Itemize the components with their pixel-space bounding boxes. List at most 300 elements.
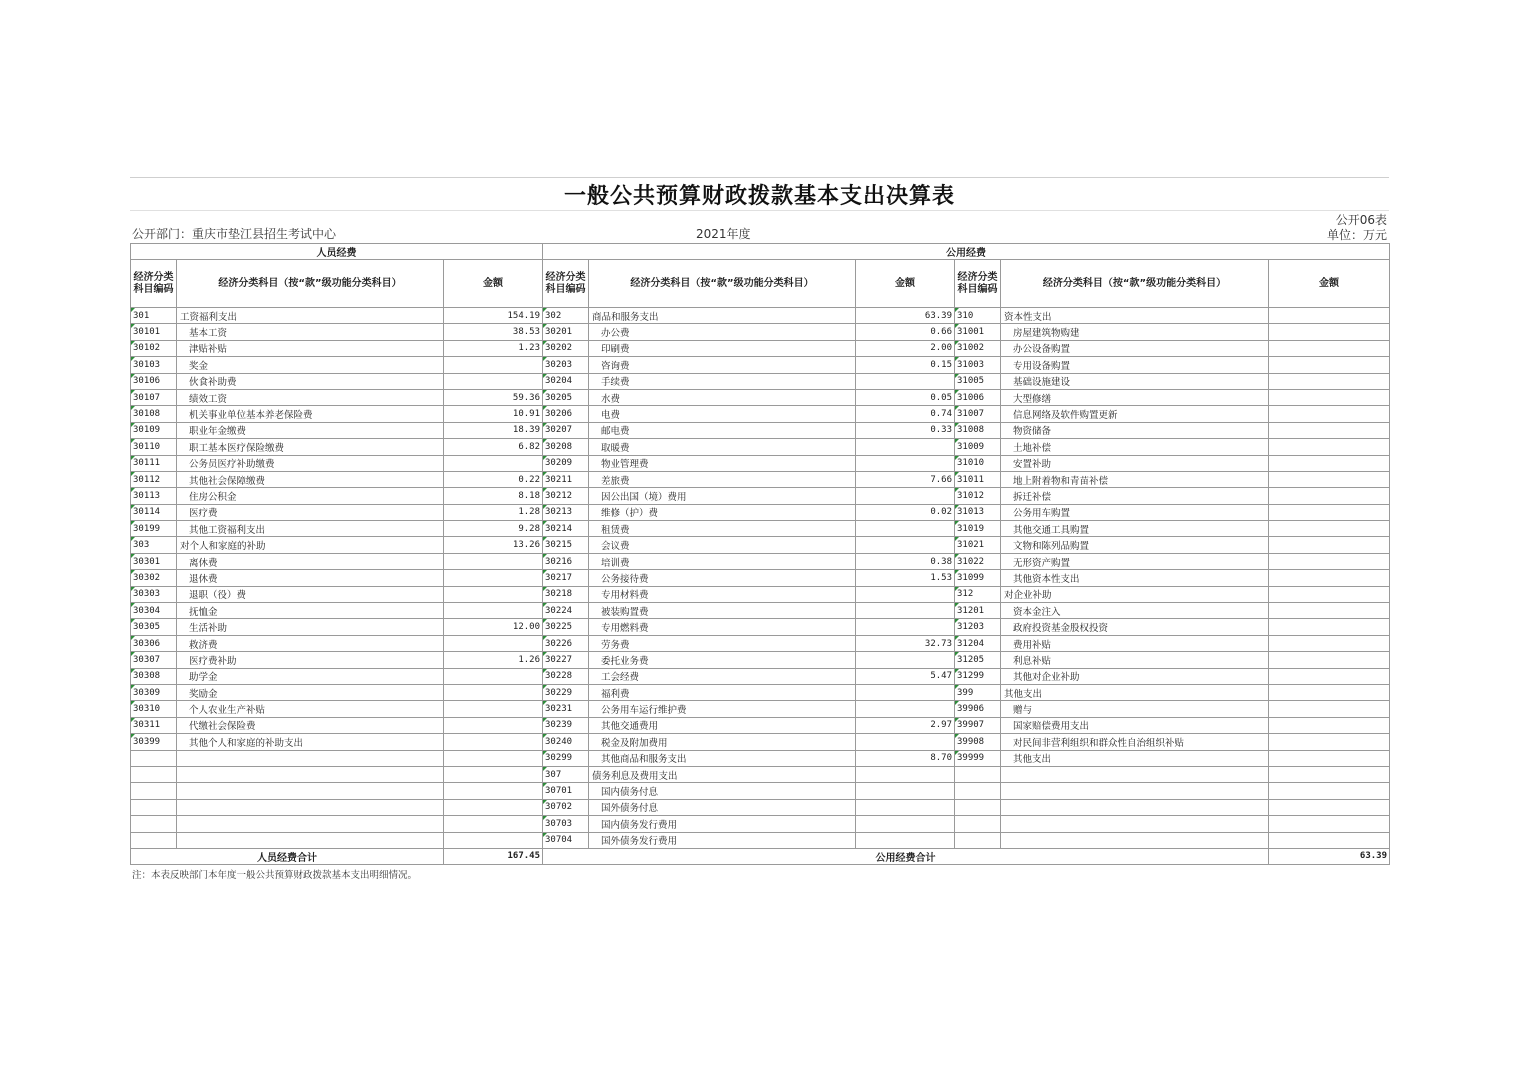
- code-cell: 39908: [955, 734, 1001, 750]
- code-cell: 30227: [543, 652, 589, 668]
- table-row: [131, 389, 1390, 405]
- code-cell: 30102: [131, 340, 177, 356]
- code-cell: 30110: [131, 439, 177, 455]
- amount-cell: [1269, 471, 1390, 487]
- name-cell: 职业年金缴费: [177, 422, 444, 438]
- name-cell: 对民间非营利组织和群众性自治组织补贴: [1001, 734, 1269, 750]
- code-cell: 30229: [543, 684, 589, 700]
- code-cell: 310: [955, 308, 1001, 324]
- name-cell: 公务员医疗补助缴费: [177, 455, 444, 471]
- amount-cell: [1269, 422, 1390, 438]
- col-code-3: 经济分类科目编码: [955, 260, 1001, 308]
- name-cell: 机关事业单位基本养老保险费: [177, 406, 444, 422]
- amount-cell: [444, 553, 543, 569]
- title-row: [130, 177, 1389, 210]
- section-public: 公用经费: [543, 244, 1390, 260]
- code-cell: 31006: [955, 389, 1001, 405]
- code-cell: 30107: [131, 389, 177, 405]
- name-cell: 其他工资福利支出: [177, 521, 444, 537]
- code-cell: 30218: [543, 586, 589, 602]
- code-cell: 30202: [543, 340, 589, 356]
- name-cell: [177, 816, 444, 832]
- name-cell: 退休费: [177, 570, 444, 586]
- amount-cell: 59.36: [444, 389, 543, 405]
- table-row: [131, 701, 1390, 717]
- name-cell: 离休费: [177, 553, 444, 569]
- code-cell: 30306: [131, 635, 177, 651]
- name-cell: 工会经费: [589, 668, 856, 684]
- code-cell: 31003: [955, 357, 1001, 373]
- amount-cell: [444, 701, 543, 717]
- name-cell: 国外债务付息: [589, 799, 856, 815]
- name-cell: 安置补助: [1001, 455, 1269, 471]
- amount-cell: 8.18: [444, 488, 543, 504]
- name-cell: 会议费: [589, 537, 856, 553]
- col-name-3: 经济分类科目（按“款”级功能分类科目）: [1001, 260, 1269, 308]
- code-cell: 30307: [131, 652, 177, 668]
- name-cell: 代缴社会保险费: [177, 717, 444, 733]
- amount-cell: [856, 832, 955, 848]
- code-cell: 30109: [131, 422, 177, 438]
- code-cell: 30103: [131, 357, 177, 373]
- name-cell: 赠与: [1001, 701, 1269, 717]
- name-cell: 公务用车购置: [1001, 504, 1269, 520]
- table-row: [131, 832, 1390, 848]
- amount-cell: [856, 816, 955, 832]
- amount-cell: [444, 750, 543, 766]
- name-cell: 咨询费: [589, 357, 856, 373]
- amount-cell: [856, 373, 955, 389]
- name-cell: 国内债务发行费用: [589, 816, 856, 832]
- code-cell: [955, 832, 1001, 848]
- code-cell: 31009: [955, 439, 1001, 455]
- amount-cell: [1269, 340, 1390, 356]
- table-row: [131, 504, 1390, 520]
- amount-cell: [1269, 553, 1390, 569]
- amount-cell: [444, 603, 543, 619]
- code-cell: 30206: [543, 406, 589, 422]
- col-code-2: 经济分类科目编码: [543, 260, 589, 308]
- code-cell: 31021: [955, 537, 1001, 553]
- name-cell: 大型修缮: [1001, 389, 1269, 405]
- name-cell: 政府投资基金股权投资: [1001, 619, 1269, 635]
- table-row: [131, 324, 1390, 340]
- amount-cell: 2.97: [856, 717, 955, 733]
- name-cell: 专用设备购置: [1001, 357, 1269, 373]
- table-body: [131, 308, 1390, 849]
- code-cell: 31001: [955, 324, 1001, 340]
- code-cell: 30114: [131, 504, 177, 520]
- table-row: [131, 635, 1390, 651]
- amount-cell: [1269, 406, 1390, 422]
- code-cell: 30308: [131, 668, 177, 684]
- amount-cell: [444, 586, 543, 602]
- amount-cell: [1269, 734, 1390, 750]
- code-cell: 312: [955, 586, 1001, 602]
- name-cell: 其他社会保障缴费: [177, 471, 444, 487]
- name-cell: 其他支出: [1001, 750, 1269, 766]
- amount-cell: [1269, 373, 1390, 389]
- code-cell: [131, 799, 177, 815]
- name-cell: 物业管理费: [589, 455, 856, 471]
- name-cell: [1001, 832, 1269, 848]
- code-cell: 30301: [131, 553, 177, 569]
- code-cell: 30204: [543, 373, 589, 389]
- code-cell: 30239: [543, 717, 589, 733]
- name-cell: 对个人和家庭的补助: [177, 537, 444, 553]
- code-cell: 39907: [955, 717, 1001, 733]
- table-row: [131, 652, 1390, 668]
- name-cell: 绩效工资: [177, 389, 444, 405]
- name-cell: 奖金: [177, 357, 444, 373]
- name-cell: 劳务费: [589, 635, 856, 651]
- code-cell: 31205: [955, 652, 1001, 668]
- name-cell: [177, 766, 444, 782]
- name-cell: 租赁费: [589, 521, 856, 537]
- table-row: [131, 717, 1390, 733]
- amount-cell: [444, 455, 543, 471]
- amount-cell: 38.53: [444, 324, 543, 340]
- name-cell: 无形资产购置: [1001, 553, 1269, 569]
- name-cell: 手续费: [589, 373, 856, 389]
- name-cell: 国内债务付息: [589, 783, 856, 799]
- code-cell: 30112: [131, 471, 177, 487]
- table-row: [131, 684, 1390, 700]
- amount-cell: [856, 586, 955, 602]
- amount-cell: [856, 652, 955, 668]
- code-cell: 31013: [955, 504, 1001, 520]
- name-cell: [1001, 783, 1269, 799]
- year-label: 2021年度: [696, 227, 751, 241]
- amount-cell: [444, 717, 543, 733]
- table-row: [131, 603, 1390, 619]
- name-cell: [177, 799, 444, 815]
- code-cell: 30113: [131, 488, 177, 504]
- amount-cell: [856, 537, 955, 553]
- name-cell: 其他个人和家庭的补助支出: [177, 734, 444, 750]
- amount-cell: [1269, 652, 1390, 668]
- name-cell: 医疗费补助: [177, 652, 444, 668]
- name-cell: 印刷费: [589, 340, 856, 356]
- name-cell: 公务接待费: [589, 570, 856, 586]
- amount-cell: 5.47: [856, 668, 955, 684]
- amount-cell: [1269, 521, 1390, 537]
- table-row: [131, 439, 1390, 455]
- name-cell: 其他对企业补助: [1001, 668, 1269, 684]
- amount-cell: [1269, 783, 1390, 799]
- code-cell: 30303: [131, 586, 177, 602]
- amount-cell: [1269, 717, 1390, 733]
- code-cell: 30214: [543, 521, 589, 537]
- name-cell: 基本工资: [177, 324, 444, 340]
- form-number: 公开06表: [1335, 213, 1387, 227]
- name-cell: 个人农业生产补贴: [177, 701, 444, 717]
- table-row: [131, 799, 1390, 815]
- total-personnel-amount: 167.45: [444, 848, 543, 864]
- name-cell: 利息补贴: [1001, 652, 1269, 668]
- name-cell: 地上附着物和青苗补偿: [1001, 471, 1269, 487]
- name-cell: 拆迁补偿: [1001, 488, 1269, 504]
- code-cell: [955, 766, 1001, 782]
- code-cell: 30199: [131, 521, 177, 537]
- name-cell: 邮电费: [589, 422, 856, 438]
- amount-cell: [1269, 635, 1390, 651]
- name-cell: 基础设施建设: [1001, 373, 1269, 389]
- code-cell: 31008: [955, 422, 1001, 438]
- table-row: [131, 766, 1390, 782]
- table-row: [131, 406, 1390, 422]
- amount-cell: 0.33: [856, 422, 955, 438]
- name-cell: 国外债务发行费用: [589, 832, 856, 848]
- amount-cell: [444, 684, 543, 700]
- table-row: [131, 750, 1390, 766]
- table-row: [131, 668, 1390, 684]
- name-cell: 房屋建筑物购建: [1001, 324, 1269, 340]
- name-cell: 取暖费: [589, 439, 856, 455]
- name-cell: 救济费: [177, 635, 444, 651]
- table-row: [131, 422, 1390, 438]
- table-row: [131, 537, 1390, 553]
- name-cell: 福利费: [589, 684, 856, 700]
- department-label: 公开部门：重庆市垫江县招生考试中心: [132, 227, 337, 241]
- name-cell: 办公费: [589, 324, 856, 340]
- table-row: [131, 570, 1390, 586]
- name-cell: 其他交通费用: [589, 717, 856, 733]
- table-row: [131, 619, 1390, 635]
- code-cell: 30304: [131, 603, 177, 619]
- name-cell: 商品和服务支出: [589, 308, 856, 324]
- amount-cell: [856, 684, 955, 700]
- amount-cell: 8.70: [856, 750, 955, 766]
- name-cell: 水费: [589, 389, 856, 405]
- amount-cell: [856, 701, 955, 717]
- code-cell: 30106: [131, 373, 177, 389]
- code-cell: [955, 799, 1001, 815]
- amount-cell: [1269, 684, 1390, 700]
- code-cell: 31010: [955, 455, 1001, 471]
- name-cell: 资本金注入: [1001, 603, 1269, 619]
- amount-cell: [1269, 504, 1390, 520]
- amount-cell: [1269, 586, 1390, 602]
- code-cell: 30203: [543, 357, 589, 373]
- code-cell: 30302: [131, 570, 177, 586]
- name-cell: 津贴补贴: [177, 340, 444, 356]
- meta-right: [1327, 213, 1387, 243]
- name-cell: 委托业务费: [589, 652, 856, 668]
- table-row: [131, 553, 1390, 569]
- amount-cell: 13.26: [444, 537, 543, 553]
- code-cell: 31203: [955, 619, 1001, 635]
- amount-cell: 9.28: [444, 521, 543, 537]
- amount-cell: 12.00: [444, 619, 543, 635]
- code-cell: 30213: [543, 504, 589, 520]
- code-cell: 31019: [955, 521, 1001, 537]
- total-public-amount: 63.39: [1269, 848, 1390, 864]
- name-cell: 奖励金: [177, 684, 444, 700]
- code-cell: 39999: [955, 750, 1001, 766]
- name-cell: 专用燃料费: [589, 619, 856, 635]
- code-cell: 31201: [955, 603, 1001, 619]
- code-cell: 30310: [131, 701, 177, 717]
- amount-cell: 10.91: [444, 406, 543, 422]
- code-cell: 30701: [543, 783, 589, 799]
- name-cell: 公务用车运行维护费: [589, 701, 856, 717]
- code-cell: [131, 783, 177, 799]
- name-cell: 专用材料费: [589, 586, 856, 602]
- name-cell: 资本性支出: [1001, 308, 1269, 324]
- code-cell: 307: [543, 766, 589, 782]
- amount-cell: [444, 635, 543, 651]
- code-cell: 31005: [955, 373, 1001, 389]
- name-cell: 抚恤金: [177, 603, 444, 619]
- name-cell: 其他商品和服务支出: [589, 750, 856, 766]
- table-row: [131, 488, 1390, 504]
- table-row: [131, 783, 1390, 799]
- code-cell: 30702: [543, 799, 589, 815]
- amount-cell: [1269, 832, 1390, 848]
- amount-cell: [1269, 324, 1390, 340]
- code-cell: 30224: [543, 603, 589, 619]
- code-cell: 30201: [543, 324, 589, 340]
- total-public-label: 公用经费合计: [543, 848, 1269, 864]
- name-cell: 因公出国（境）费用: [589, 488, 856, 504]
- amount-cell: 154.19: [444, 308, 543, 324]
- name-cell: [1001, 766, 1269, 782]
- code-cell: [955, 816, 1001, 832]
- code-cell: 303: [131, 537, 177, 553]
- code-cell: 31299: [955, 668, 1001, 684]
- amount-cell: [856, 521, 955, 537]
- name-cell: [1001, 799, 1269, 815]
- amount-cell: [444, 734, 543, 750]
- amount-cell: 0.02: [856, 504, 955, 520]
- col-name-1: 经济分类科目（按“款”级功能分类科目）: [177, 260, 444, 308]
- amount-cell: [1269, 799, 1390, 815]
- code-cell: 30305: [131, 619, 177, 635]
- amount-cell: 1.28: [444, 504, 543, 520]
- code-cell: [131, 816, 177, 832]
- table-row: [131, 471, 1390, 487]
- table-row: [131, 308, 1390, 324]
- amount-cell: 18.39: [444, 422, 543, 438]
- code-cell: [131, 832, 177, 848]
- amount-cell: 0.66: [856, 324, 955, 340]
- total-personnel-label: 人员经费合计: [131, 848, 444, 864]
- amount-cell: [856, 783, 955, 799]
- name-cell: [1001, 816, 1269, 832]
- name-cell: 其他资本性支出: [1001, 570, 1269, 586]
- amount-cell: [444, 357, 543, 373]
- code-cell: 30217: [543, 570, 589, 586]
- name-cell: 文物和陈列品购置: [1001, 537, 1269, 553]
- unit-label: 单位：万元: [1326, 228, 1387, 242]
- table-row: [131, 521, 1390, 537]
- amount-cell: [856, 455, 955, 471]
- code-cell: 30111: [131, 455, 177, 471]
- amount-cell: [1269, 439, 1390, 455]
- name-cell: 费用补贴: [1001, 635, 1269, 651]
- amount-cell: 6.82: [444, 439, 543, 455]
- amount-cell: [444, 570, 543, 586]
- col-amount-2: 金额: [856, 260, 955, 308]
- name-cell: 办公设备购置: [1001, 340, 1269, 356]
- name-cell: 伙食补助费: [177, 373, 444, 389]
- name-cell: 培训费: [589, 553, 856, 569]
- amount-cell: [856, 439, 955, 455]
- name-cell: 物资储备: [1001, 422, 1269, 438]
- code-cell: 31007: [955, 406, 1001, 422]
- code-cell: 39906: [955, 701, 1001, 717]
- amount-cell: [444, 832, 543, 848]
- code-cell: 301: [131, 308, 177, 324]
- name-cell: 差旅费: [589, 471, 856, 487]
- code-cell: 31099: [955, 570, 1001, 586]
- code-cell: 30207: [543, 422, 589, 438]
- code-cell: 30228: [543, 668, 589, 684]
- amount-cell: 63.39: [856, 308, 955, 324]
- footnote: 注：本表反映部门本年度一般公共预算财政拨款基本支出明细情况。: [132, 869, 418, 881]
- code-cell: 399: [955, 684, 1001, 700]
- amount-cell: 0.15: [856, 357, 955, 373]
- section-personnel: 人员经费: [131, 244, 543, 260]
- col-amount-1: 金额: [444, 260, 543, 308]
- col-code-1: 经济分类科目编码: [131, 260, 177, 308]
- amount-cell: 0.74: [856, 406, 955, 422]
- amount-cell: [1269, 389, 1390, 405]
- amount-cell: [1269, 570, 1390, 586]
- table-row: [131, 455, 1390, 471]
- name-cell: 国家赔偿费用支出: [1001, 717, 1269, 733]
- amount-cell: [444, 799, 543, 815]
- code-cell: 31204: [955, 635, 1001, 651]
- amount-cell: [1269, 603, 1390, 619]
- code-cell: 30108: [131, 406, 177, 422]
- table-row: [131, 586, 1390, 602]
- name-cell: 职工基本医疗保险缴费: [177, 439, 444, 455]
- name-cell: 土地补偿: [1001, 439, 1269, 455]
- code-cell: 30226: [543, 635, 589, 651]
- name-cell: 被装购置费: [589, 603, 856, 619]
- code-cell: 302: [543, 308, 589, 324]
- col-amount-3: 金额: [1269, 260, 1390, 308]
- code-cell: [955, 783, 1001, 799]
- code-cell: [131, 750, 177, 766]
- amount-cell: 32.73: [856, 635, 955, 651]
- name-cell: [177, 750, 444, 766]
- name-cell: 助学金: [177, 668, 444, 684]
- code-cell: 31022: [955, 553, 1001, 569]
- table-row: [131, 340, 1390, 356]
- amount-cell: [444, 783, 543, 799]
- name-cell: 其他支出: [1001, 684, 1269, 700]
- name-cell: 税金及附加费用: [589, 734, 856, 750]
- amount-cell: 0.05: [856, 389, 955, 405]
- code-cell: 31012: [955, 488, 1001, 504]
- code-cell: 30240: [543, 734, 589, 750]
- name-cell: 债务利息及费用支出: [589, 766, 856, 782]
- amount-cell: [1269, 619, 1390, 635]
- amount-cell: 1.53: [856, 570, 955, 586]
- code-cell: 31002: [955, 340, 1001, 356]
- name-cell: 信息网络及软件购置更新: [1001, 406, 1269, 422]
- table-row: [131, 734, 1390, 750]
- table-row: [131, 357, 1390, 373]
- name-cell: 退职（役）费: [177, 586, 444, 602]
- code-cell: 30212: [543, 488, 589, 504]
- code-cell: 30211: [543, 471, 589, 487]
- amount-cell: [1269, 308, 1390, 324]
- code-cell: 30311: [131, 717, 177, 733]
